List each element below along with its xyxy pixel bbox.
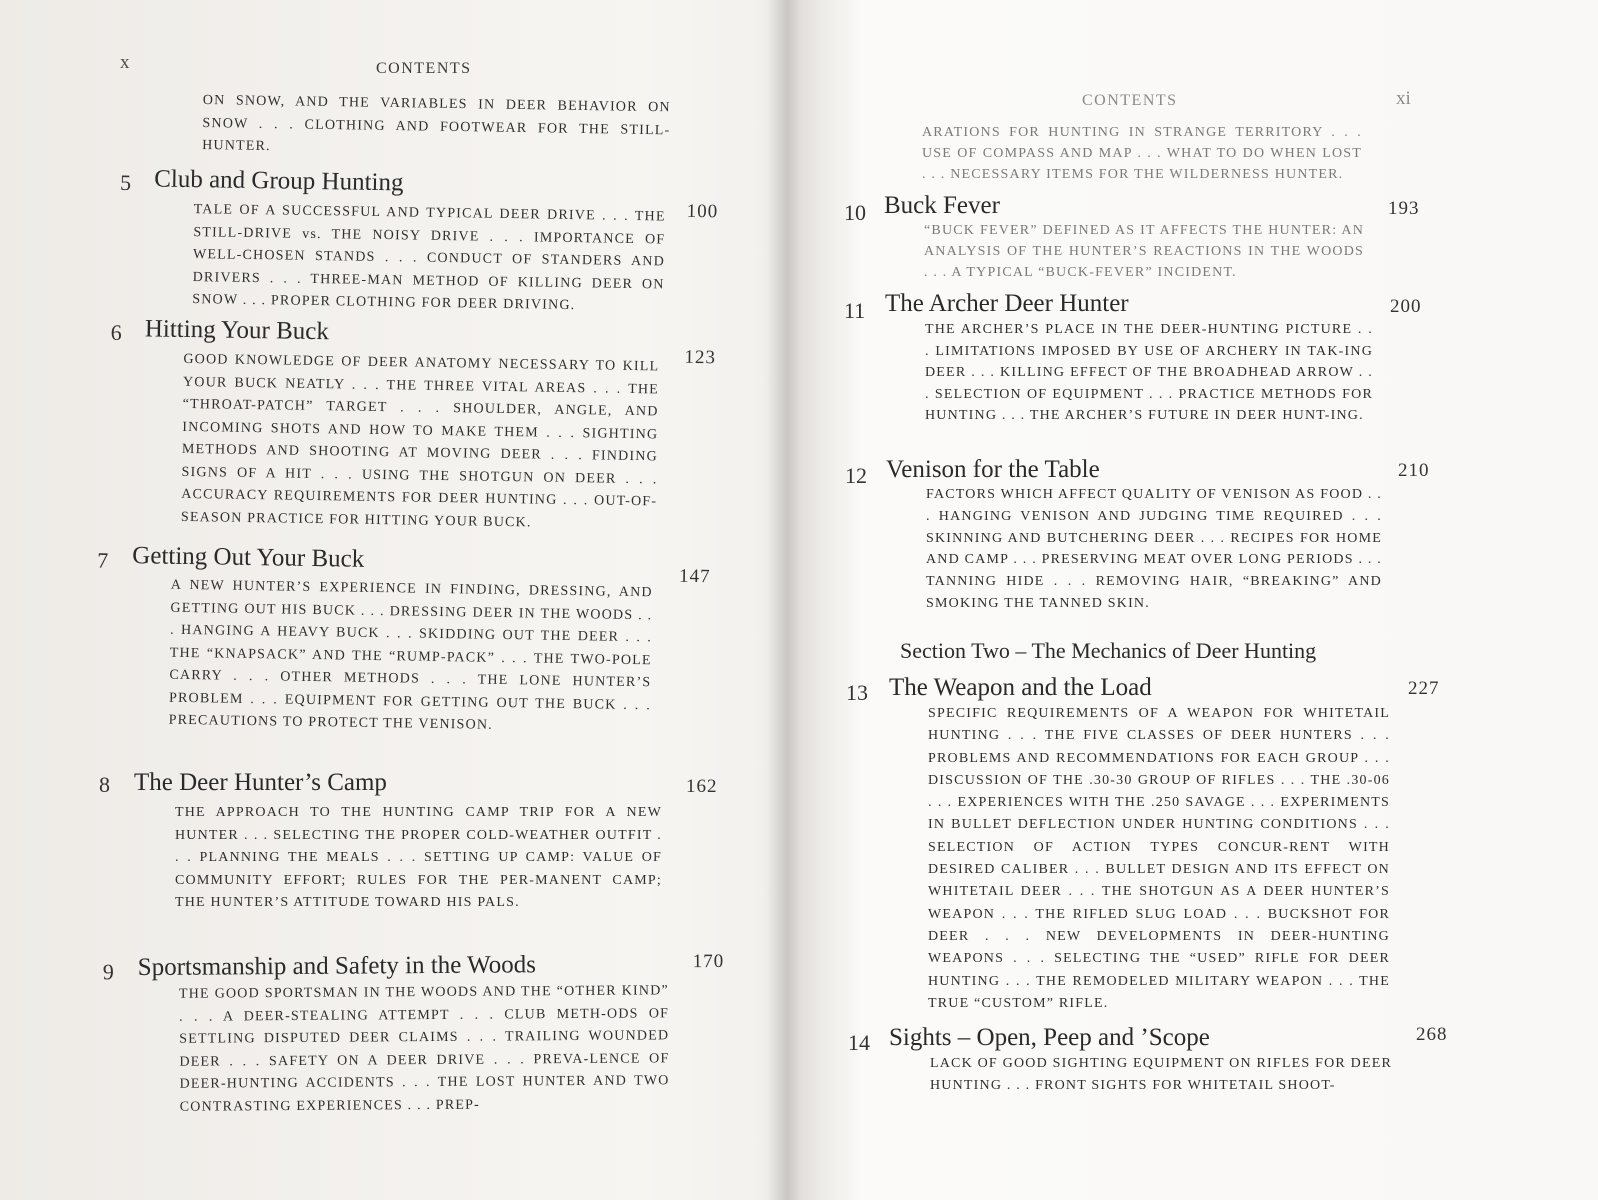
entry-number: 12 (845, 463, 867, 488)
entry-title: Sportsmanship and Safety in the Woods (137, 951, 537, 982)
right-page-number: xi (1396, 88, 1411, 109)
entry-description: FACTORS WHICH AFFECT QUALITY OF VENISON AS FOOD . . . HANGING VENISON AND JUDGING TIME REQUIRED . . . SKINNING AND BUTCHERING DEER . . . RECIPES FOR HOME AND CAMP . . . PRESERVING MEAT OVER LONG PERIODS . . . TANNING HIDE . . . REMOVING HAIR, “BREAKING” AND SMOKING THE TANNED SKIN. (926, 487, 1382, 611)
entry-page: 193 (1388, 198, 1420, 219)
entry-description: TALE OF A SUCCESSFUL AND TYPICAL DEER DRIVE . . . THE STILL-DRIVE vs. THE NOISY DRIVE . . . IMPORTANCE OF WELL-CHOSEN STANDS . . . CONDUCT OF STANDERS AND DRIVERS . . . THREE-MAN METHOD OF KILLING DEER ON SNOW . . . PROPER CLOTHING FOR DEER DRIVING. (192, 202, 666, 314)
entry-page: 170 (692, 950, 725, 973)
entry-title: Getting Out Your Buck (132, 542, 365, 573)
entry-title: Sights – Open, Peep and ’Scope (889, 1024, 1210, 1051)
entry-number: 5 (119, 169, 132, 196)
entry-page: 227 (1408, 678, 1440, 699)
left-page-number: x (120, 52, 130, 73)
entry-number: 11 (844, 298, 866, 323)
entry-number: 13 (846, 680, 868, 705)
entry-description: THE APPROACH TO THE HUNTING CAMP TRIP FOR A NEW HUNTER . . . SELECTING THE PROPER COLD-WEATHER OUTFIT . . . PLANNING THE MEALS . . . SETTING UP CAMP: VALUE OF COMMUNITY EFFORT; RULES FOR THE PER-MANENT CAMP; THE HUNTER’S ATTITUDE TOWARD HIS PALS. (175, 805, 662, 910)
entry-description: “BUCK FEVER” DEFINED AS IT AFFECTS THE HUNTER: AN ANALYSIS OF THE HUNTER’S REACTIONS IN THE WOODS . . . A TYPICAL “BUCK-FEVER” INCIDENT. (924, 223, 1364, 280)
entry-page: 123 (684, 346, 717, 369)
left-running-head: CONTENTS (376, 60, 472, 77)
left-page (0, 0, 780, 1200)
entry-page: 162 (686, 776, 718, 797)
entry-description: LACK OF GOOD SIGHTING EQUIPMENT ON RIFLES FOR DEER HUNTING . . . FRONT SIGHTS FOR WHITETAIL SHOOT- (930, 1056, 1392, 1094)
entry-page: 210 (1398, 460, 1430, 481)
entry-page: 200 (1390, 296, 1422, 317)
entry-number: 14 (848, 1030, 870, 1055)
entry-page: 147 (678, 565, 711, 588)
entry-number: 8 (99, 772, 110, 797)
entry-number: 7 (97, 547, 109, 573)
entry-title: The Deer Hunter’s Camp (134, 769, 387, 796)
right-continued-text: ARATIONS FOR HUNTING IN STRANGE TERRITORY . . . USE OF COMPASS AND MAP . . . WHAT TO DO WHEN LOST . . . NECESSARY ITEMS FOR THE WILDERNESS HUNTER. (922, 125, 1362, 182)
left-continued-text: ON SNOW, AND THE VARIABLES IN DEER BEHAVIOR ON SNOW . . . CLOTHING AND FOOTWEAR FOR THE STILL-HUNTER. (202, 92, 671, 155)
entry-description: A NEW HUNTER’S EXPERIENCE IN FINDING, DRESSING, AND GETTING OUT HIS BUCK . . . DRESSING DEER IN THE WOODS . . . HANGING A HEAVY BUCK . . . SKIDDING OUT THE DEER . . . THE “KNAPSACK” AND THE “RUMP-PACK” . . . THE TWO-POLE CARRY . . . OTHER METHODS . . . THE LONE HUNTER’S PROBLEM . . . EQUIPMENT FOR GETTING OUT THE BUCK . . . PRECAUTIONS TO PROTECT THE VENISON. (168, 577, 653, 733)
entry-title: The Weapon and the Load (889, 674, 1152, 701)
entry-title: Hitting Your Buck (144, 315, 330, 346)
entry-title: Venison for the Table (886, 456, 1100, 483)
entry-title: Club and Group Hunting (153, 165, 404, 197)
right-running-head: CONTENTS (1082, 92, 1178, 109)
entry-description: SPECIFIC REQUIREMENTS OF A WEAPON FOR WHITETAIL HUNTING . . . THE FIVE CLASSES OF DEER HUNTERS . . . PROBLEMS AND RECOMMENDATIONS FOR EACH GROUP . . . DISCUSSION OF THE .30-30 GROUP OF RIFLES . . . THE .30-06 . . . EXPERIENCES WITH THE .250 SAVAGE . . . EXPERIMENTS IN BULLET DEFLECTION UNDER HUNTING CONDITIONS . . . SELECTION OF ACTION TYPES CONCUR-RENT WITH DESIRED CALIBER . . . BULLET DESIGN AND ITS EFFECT ON WHITETAIL DEER . . . THE SHOTGUN AS A DEER HUNTER’S WEAPON . . . THE RIFLED SLUG LOAD . . . BUCKSHOT FOR DEER . . . NEW DEVELOPMENTS IN DEER-HUNTING WEAPONS . . . SELECTING THE “USED” RIFLE FOR DEER HUNTING . . . THE REMODELED MILITARY WEAPON . . . THE TRUE “CUSTOM” RIFLE. (928, 706, 1390, 1011)
entry-description: THE ARCHER’S PLACE IN THE DEER-HUNTING PICTURE . . . LIMITATIONS IMPOSED BY USE OF ARCHERY IN TAK-ING DEER . . . KILLING EFFECT OF THE BROADHEAD ARROW . . . SELECTION OF EQUIPMENT . . . PRACTICE METHODS FOR HUNTING . . . THE ARCHER’S FUTURE IN DEER HUNT-ING. (925, 322, 1373, 423)
entry-description: THE GOOD SPORTSMAN IN THE WOODS AND THE “OTHER KIND” . . . A DEER-STEALING ATTEMPT . . . CLUB METH-ODS OF SETTLING DISPUTED DEER CLAIMS . . . TRAILING WOUNDED DEER . . . SAFETY ON A DEER DRIVE . . . PREVA-LENCE OF DEER-HUNTING ACCIDENTS . . . THE LOST HUNTER AND TWO CONTRASTING EXPERIENCES . . . PREP- (178, 983, 670, 1115)
entry-page: 100 (686, 200, 719, 223)
entry-page: 268 (1416, 1024, 1448, 1045)
entry-number: 6 (110, 319, 122, 345)
entry-number: 9 (102, 959, 114, 985)
right-page (800, 0, 1598, 1200)
entry-title: Buck Fever (884, 192, 1000, 219)
entry-description: GOOD KNOWLEDGE OF DEER ANATOMY NECESSARY TO KILL YOUR BUCK NEATLY . . . THE THREE VITAL AREAS . . . THE “THROAT-PATCH” TARGET . . . SHOULDER, ANGLE, AND INCOMING SHOTS AND HOW TO MAKE THEM . . . SIGHTING METHODS AND SHOOTING AT MOVING DEER . . . FINDING SIGNS OF A HIT . . . USING THE SHOTGUN ON DEER . . . ACCURACY REQUIREMENTS FOR DEER HUNTING . . . OUT-OF-SEASON PRACTICE FOR HITTING YOUR BUCK. (180, 351, 660, 530)
entry-number: 10 (844, 200, 866, 225)
section-heading: Section Two – The Mechanics of Deer Hunting (900, 638, 1317, 663)
entry-title: The Archer Deer Hunter (885, 290, 1129, 317)
